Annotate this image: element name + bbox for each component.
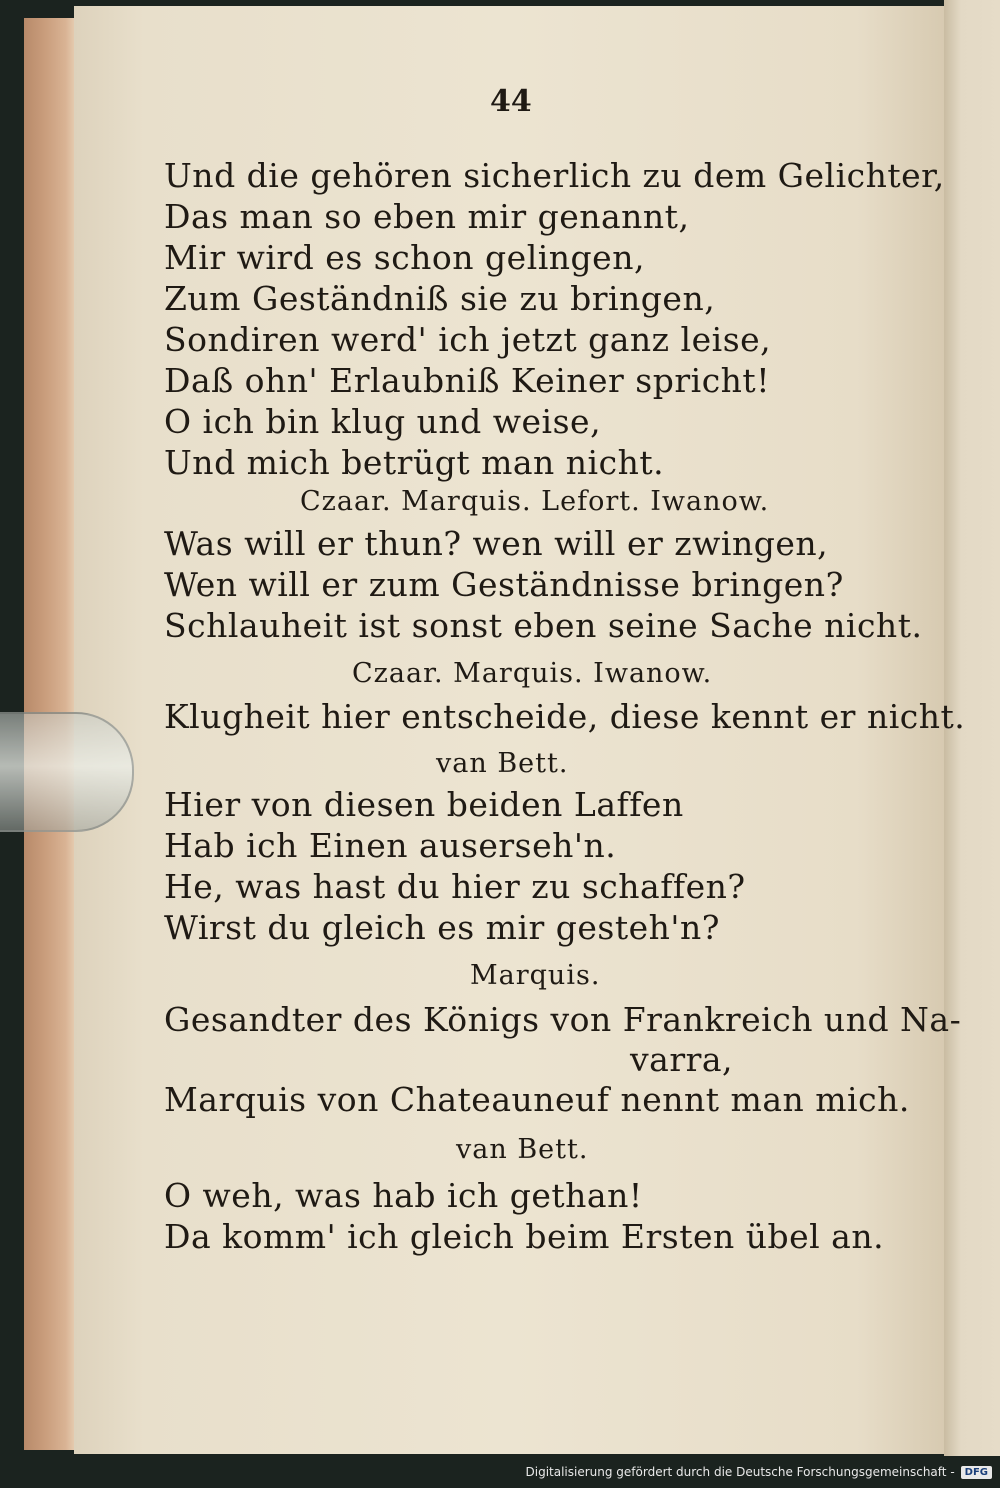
verse-line: O ich bin klug und weise, — [164, 402, 602, 441]
dfg-logo: DFG — [961, 1466, 992, 1479]
verse-line: Was will er thun? wen will er zwingen, — [164, 524, 829, 563]
verse-line: Hab ich Einen auserseh'n. — [164, 826, 617, 865]
verse-line: Und mich betrügt man nicht. — [164, 443, 665, 482]
speaker-heading: van Bett. — [456, 1134, 589, 1165]
digitization-credit — [526, 1460, 993, 1484]
verse-line-continuation: varra, — [630, 1040, 734, 1079]
verse-line: Da komm' ich gleich beim Ersten übel an. — [164, 1217, 885, 1256]
verse-line: Wirst du gleich es mir gesteh'n? — [164, 908, 720, 947]
verse-line: Hier von diesen beiden Laffen — [164, 785, 684, 824]
page-number: 44 — [490, 84, 532, 119]
verse-line: Daß ohn' Erlaubniß Keiner spricht! — [164, 361, 770, 400]
speaker-heading: van Bett. — [436, 748, 569, 779]
verse-line: Wen will er zum Geständnisse bringen? — [164, 565, 844, 604]
verse-line: Schlauheit ist sonst eben seine Sache nicht. — [164, 606, 923, 645]
verse-line: Sondiren werd' ich jetzt ganz leise, — [164, 320, 772, 359]
verse-line: O weh, was hab ich gethan! — [164, 1176, 643, 1215]
verse-line: Und die gehören sicherlich zu dem Gelichter, — [164, 156, 945, 195]
verse-line: Zum Geständniß sie zu bringen, — [164, 279, 716, 318]
verse-line: Das man so eben mir genannt, — [164, 197, 690, 236]
verse-line: Klugheit hier entscheide, diese kennt er nicht. — [164, 697, 966, 736]
speaker-heading: Czaar. Marquis. Lefort. Iwanow. — [300, 486, 770, 517]
verse-line: Marquis von Chateauneuf nennt man mich. — [164, 1080, 910, 1119]
verse-line: Gesandter des Königs von Frankreich und Na- — [164, 1000, 962, 1039]
credit-text: Digitalisierung gefördert durch die Deutsche Forschungsgemeinschaft - — [525, 1465, 955, 1479]
verse-line: He, was hast du hier zu schaffen? — [164, 867, 746, 906]
verse-line: Mir wird es schon gelingen, — [164, 238, 645, 277]
speaker-heading: Czaar. Marquis. Iwanow. — [352, 658, 713, 689]
speaker-heading: Marquis. — [470, 960, 601, 991]
